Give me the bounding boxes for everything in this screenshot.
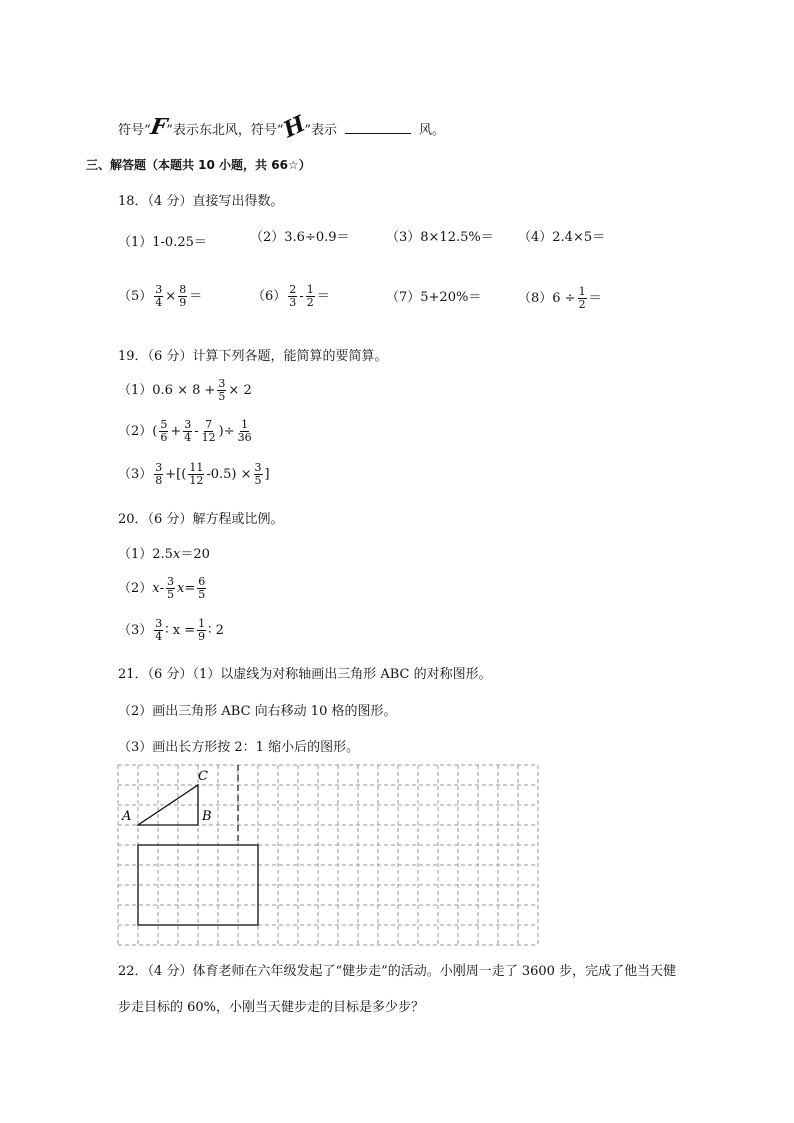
q18-item-3: （3）8×12.5%＝: [386, 230, 494, 245]
label: （8）: [518, 291, 553, 306]
q20-item-1: [118, 543, 210, 562]
equals: ＝: [588, 291, 602, 306]
label-a: A: [122, 809, 132, 824]
numerator: 3: [167, 575, 175, 588]
q18-item-1: （1）1-0.25＝: [118, 235, 207, 250]
label: （1）: [118, 383, 153, 398]
denominator: 6: [160, 431, 168, 444]
paren: )÷: [218, 424, 235, 439]
expr: × 2: [228, 383, 252, 398]
denominator: 2: [306, 296, 314, 309]
section-title: 三、解答题（本题共 10 小题，共 66☆）: [86, 158, 311, 172]
operator: ×: [165, 289, 177, 304]
denominator: 5: [254, 474, 262, 487]
q20-stem: 20．（6 分）解方程或比例。: [118, 512, 284, 527]
operator: -: [299, 289, 304, 304]
fraction: [254, 462, 263, 487]
variable: x: [152, 581, 160, 596]
numerator: 5: [160, 418, 168, 431]
q18-stem: 18．（4 分）直接写出得数。: [118, 194, 284, 209]
numerator: 8: [179, 283, 187, 296]
denominator: 5: [198, 588, 206, 601]
expr: 6 ÷: [552, 291, 576, 306]
label-b: B: [202, 809, 212, 824]
q22-line-2: 步走目标的 60%，小刚当天健步走的目标是多少步？: [118, 1000, 425, 1015]
q18-item-4: （4）2.4×5＝: [518, 230, 606, 245]
operator: -: [194, 424, 199, 439]
denominator: 12: [189, 474, 204, 487]
denominator: 5: [218, 390, 226, 403]
denominator: 4: [184, 431, 192, 444]
fraction: [197, 618, 206, 643]
q22-line-1: 22．（4 分）体育老师在六年级发起了“健步走”的活动。小刚周一走了 3600 步，完成了他当天健: [118, 964, 677, 979]
numerator: 1: [241, 418, 249, 431]
label: （5）: [118, 289, 153, 304]
denominator: 4: [155, 630, 163, 643]
fraction: [183, 419, 192, 444]
expr: ∶ x =: [165, 623, 196, 638]
operator: +: [170, 424, 182, 439]
fraction: [288, 284, 297, 309]
wind-symbol-2: H: [279, 110, 309, 144]
equals: ＝: [316, 289, 330, 304]
label-c: C: [198, 769, 208, 784]
q18-item-7: （7）5+20%＝: [386, 290, 482, 305]
label: （6）: [252, 289, 287, 304]
denominator: 5: [167, 588, 175, 601]
expr: 0.6 × 8 +: [152, 383, 216, 398]
wind-question-line: [118, 110, 446, 144]
denominator: 9: [198, 630, 206, 643]
denominator: 9: [179, 296, 187, 309]
q21-step-2: （2）画出三角形 ABC 向右移动 10 格的图形。: [118, 704, 397, 719]
numerator: 1: [306, 283, 314, 296]
fraction: [159, 419, 168, 444]
fraction: [166, 576, 175, 601]
wind-text-1: 符号“: [118, 123, 151, 138]
numerator: 7: [205, 418, 213, 431]
expr: ∶ 2: [208, 623, 224, 638]
label: （2）: [118, 581, 153, 596]
wind-symbol-1: F: [148, 114, 169, 140]
numerator: 6: [198, 575, 206, 588]
numerator: 3: [155, 617, 163, 630]
variable: x: [177, 581, 185, 596]
fraction: [217, 378, 226, 403]
q18-item-2: （2）3.6÷0.9＝: [250, 230, 350, 245]
label: （3）: [118, 467, 153, 482]
q18-item-8: [518, 286, 602, 311]
fraction: [154, 284, 163, 309]
denominator: 8: [155, 474, 163, 487]
numerator: 3: [218, 377, 226, 390]
label: （1）: [118, 547, 153, 562]
fraction: [237, 419, 253, 444]
numerator: 1: [578, 285, 586, 298]
variable: x: [172, 547, 181, 562]
expr: -0.5) ×: [206, 467, 252, 482]
denominator: 2: [578, 298, 586, 311]
q18-item-5: [118, 284, 202, 309]
numerator: 3: [184, 418, 192, 431]
expr: +[(: [165, 467, 187, 482]
fraction: [201, 419, 217, 444]
q21-step-3: （3）画出长方形按 2：1 缩小后的图形。: [118, 740, 360, 755]
bracket: ]: [264, 467, 270, 482]
numerator: 3: [155, 461, 163, 474]
q20-item-3: [118, 618, 224, 643]
equals: =: [184, 581, 196, 596]
equals: ＝: [189, 289, 203, 304]
coef: 2.5: [152, 547, 173, 562]
numerator: 3: [254, 461, 262, 474]
numerator: 3: [155, 283, 163, 296]
fraction: [154, 618, 163, 643]
denominator: 12: [201, 431, 216, 444]
q19-item-3: [118, 462, 270, 487]
grid-lines: [118, 765, 538, 945]
grid-figure[interactable]: [112, 760, 542, 950]
q19-stem: 19．（6 分）计算下列各题，能简算的要简算。: [118, 349, 388, 364]
fraction: [154, 462, 163, 487]
denominator: 3: [289, 296, 297, 309]
answer-blank[interactable]: [345, 121, 411, 134]
numerator: 11: [189, 461, 204, 474]
label: （2）: [118, 424, 153, 439]
operator: -: [159, 581, 165, 596]
fraction: [306, 284, 315, 309]
q18-item-6: [252, 284, 330, 309]
label: （3）: [118, 623, 153, 638]
denominator: 36: [237, 431, 252, 444]
fraction: [197, 576, 206, 601]
paren: (: [152, 424, 158, 439]
numerator: 1: [198, 617, 206, 630]
fraction: [188, 462, 204, 487]
q21-stem: 21．（6 分）（1）以虚线为对称轴画出三角形 ABC 的对称图形。: [118, 667, 492, 682]
wind-text-2: ”表示东北风，符号“: [166, 123, 284, 138]
q20-item-2: [118, 576, 208, 601]
denominator: 4: [155, 296, 163, 309]
expr: ＝20: [180, 547, 210, 562]
q19-item-2: [118, 419, 255, 444]
wind-text-3: ”表示: [304, 123, 338, 138]
fraction: [578, 286, 587, 311]
wind-text-4: 风。: [419, 123, 446, 138]
numerator: 2: [289, 283, 297, 296]
fraction: [178, 284, 187, 309]
q19-item-1: [118, 378, 252, 403]
